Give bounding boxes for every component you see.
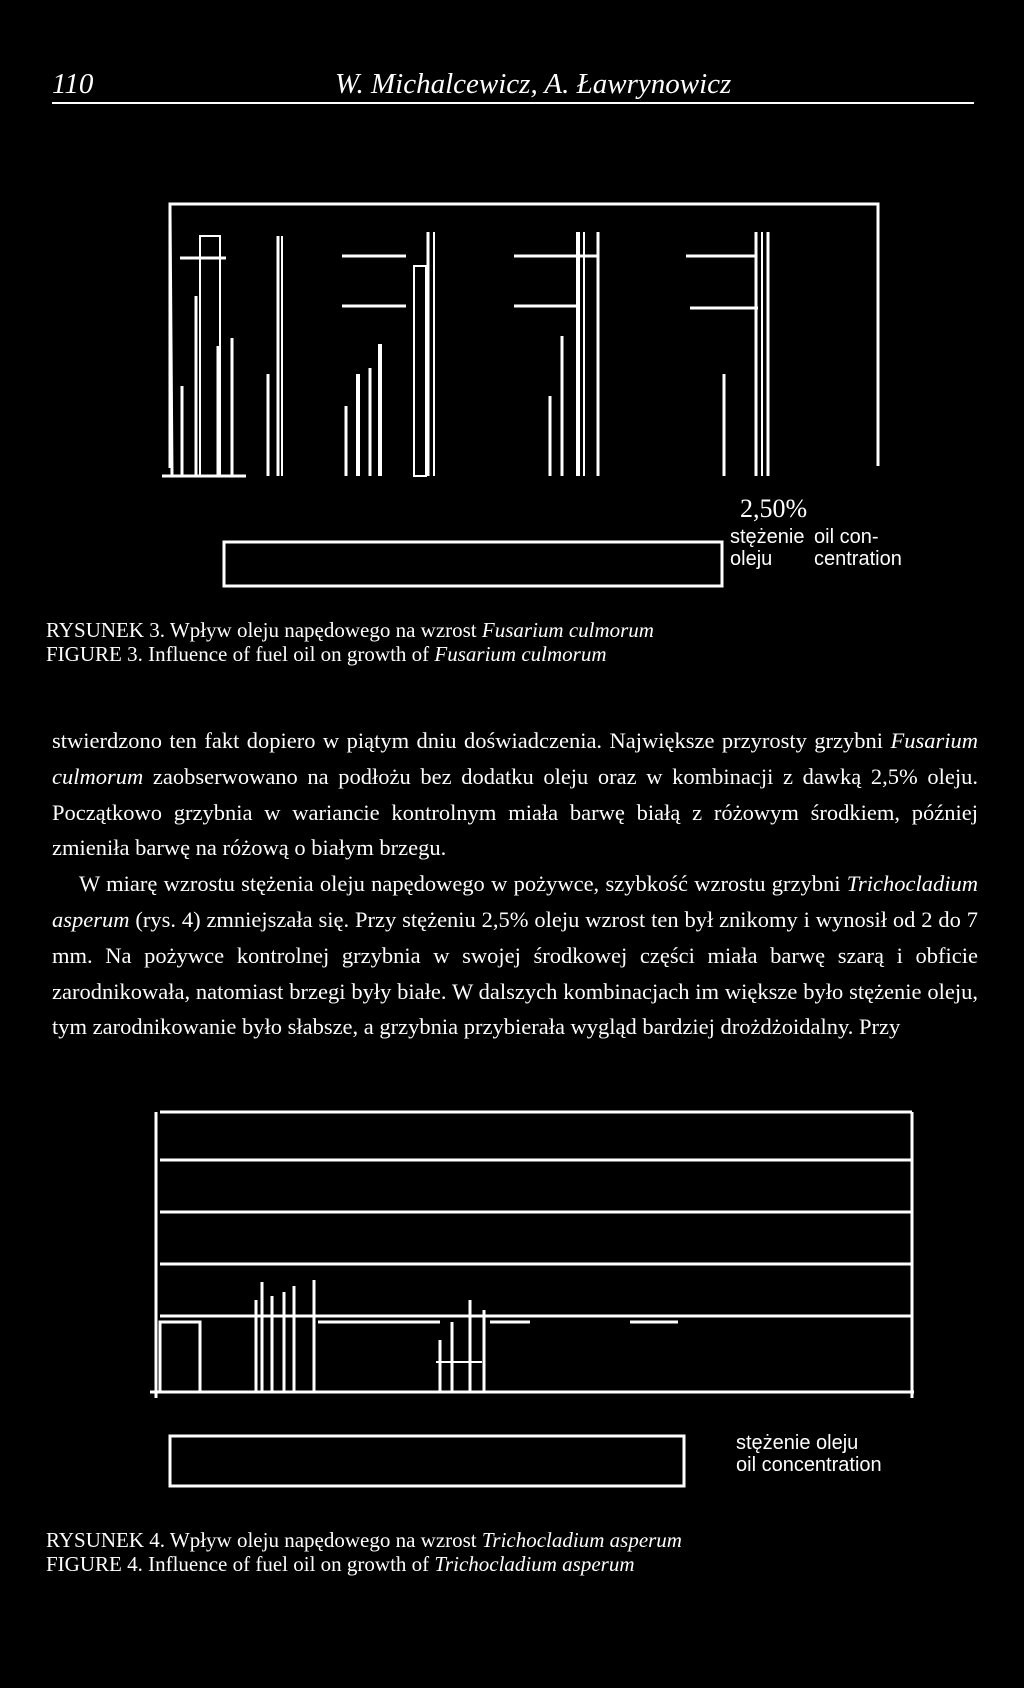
legend-en-line-1: oil con-	[814, 526, 879, 548]
legend-pl-line-1: stężenie	[730, 526, 805, 548]
legend-pl-line-2: oleju	[730, 548, 773, 570]
paragraph-1-text-b: zaobserwowano na podłożu bez dodatku oleju oraz w kombinacji z dawką 2,5% oleju. Początkowo grzybnia w wariancie kontrolnym miała barwę białą z różowym środkiem, później zmieniła barwę na różową o białym brzegu.	[52, 763, 978, 861]
figure-3-legend-value: 2,50%	[740, 494, 808, 523]
caption-en-text: FIGURE 4. Influence of fuel oil on growth of	[46, 1552, 435, 1576]
figure-4-graphic	[150, 1100, 918, 1410]
paragraph-2-text-a: W miarę wzrostu stężenia oleju napędowego w pożywce, szybkość wzrostu grzybni	[79, 871, 847, 897]
caption-pl-species: Trichocladium asperum	[481, 1528, 682, 1552]
figure-3-legend-pl	[730, 526, 805, 570]
figure-4-caption-en	[46, 1552, 682, 1576]
figure-3-graphic	[160, 196, 890, 496]
figure-3-bar	[414, 266, 426, 476]
figure-3-caption	[46, 618, 654, 666]
figure-4-legend-box	[168, 1434, 688, 1490]
caption-en-species: Trichocladium asperum	[434, 1552, 635, 1576]
legend-en-line-2: centration	[814, 548, 902, 570]
page-number: 110	[52, 68, 94, 100]
caption-en-species: Fusarium culmorum	[434, 642, 607, 666]
paragraph-1	[52, 723, 978, 866]
header-authors: W. Michalcewicz, A. Ławrynowicz	[335, 68, 732, 100]
figure-3-caption-pl	[46, 618, 654, 642]
paragraph-2-text-b: (rys. 4) zmniejszała się. Przy stężeniu 2,5% oleju wzrost ten był znikomy i wynosił od 2 do 7 mm. Na pożywce kontrolnej grzybnia w swojej środkowej części miała barwę szarą i obficie zarodnikowała, natomiast brzegi były białe. W dalszych kombinacjach im większe było stężenie oleju, tym zarodnikowanie było słabsze, a grzybnia przybierała wygląd bardziej drożdżoidalny. Przy	[52, 906, 978, 1040]
caption-en-text: FIGURE 3. Influence of fuel oil on growth of	[46, 642, 435, 666]
figure-4-legend	[736, 1432, 882, 1476]
figure-4-caption-pl	[46, 1528, 682, 1552]
caption-pl-species: Fusarium culmorum	[481, 618, 654, 642]
figure-3-legend-box	[222, 540, 726, 590]
figure-3-frame	[170, 204, 878, 468]
figure-4-legend-pl: stężenie oleju	[736, 1432, 859, 1454]
paragraph-1-text-a: stwierdzono ten fakt dopiero w piątym dniu doświadczenia. Największe przyrosty grzybni	[52, 728, 891, 753]
figure-3-caption-en	[46, 642, 654, 666]
running-header	[52, 68, 974, 104]
caption-pl-text: RYSUNEK 3. Wpływ oleju napędowego na wzrost	[46, 618, 482, 642]
figure-4-caption	[46, 1528, 682, 1576]
figure-4-legend-en: oil concentration	[736, 1454, 882, 1476]
figure-3-legend-en	[814, 526, 902, 570]
paragraph-2	[52, 866, 978, 1045]
figure-4-bar	[160, 1322, 200, 1392]
body-text	[52, 723, 978, 1045]
figure-3-frame-mark	[170, 211, 172, 476]
caption-pl-text: RYSUNEK 4. Wpływ oleju napędowego na wzrost	[46, 1528, 482, 1552]
paragraph-2-species: Trichocladium asperum	[52, 871, 978, 932]
paragraph-1-species: Fusarium culmorum	[52, 728, 978, 789]
